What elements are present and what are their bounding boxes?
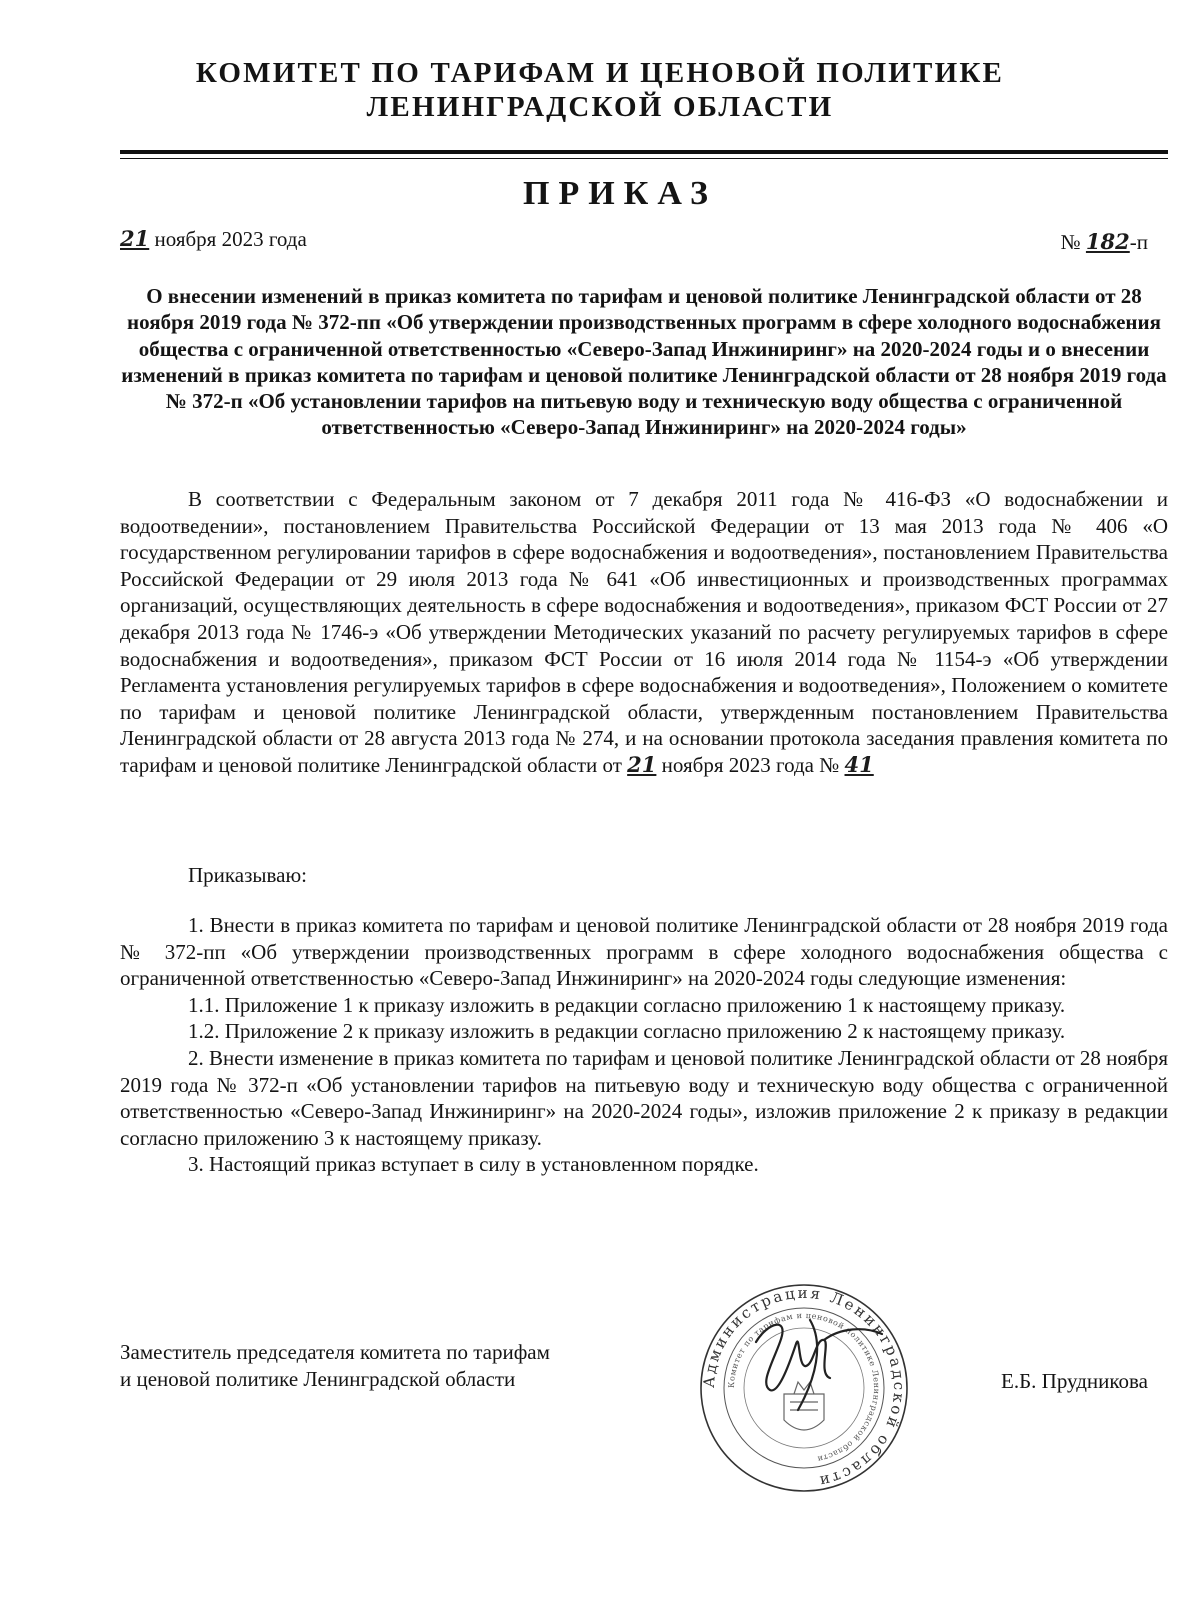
seal-outer-text: Администрация Ленинградской области <box>699 1283 909 1492</box>
document-subject: О внесении изменений в приказ комитета по тарифам и ценовой политике Ленинградской области от 28 ноября 2019 года № 372-пп «Об утверждении производственных программ в сфере холодного водоснабжения общества с ограниченной ответственностью «Северо-Запад Инжиниринг» на 2020-2024 годы и о внесении изменений в приказ комитета по тарифам и ценовой политике Ленинградской области от 28 ноября 2019 года № 372-п «Об установлении тарифов на питьевую воду и техническую воду общества с ограниченной ответственностью «Северо-Запад Инжиниринг» на 2020-2024 годы» <box>121 284 1167 440</box>
number-prefix: № <box>1060 230 1086 254</box>
document-date <box>120 226 307 252</box>
seal-inner-text: Комитет по тарифам и ценовой политике Ленинградской области <box>726 1310 882 1464</box>
document-number <box>1061 229 1148 255</box>
preamble-text: В соответствии с Федеральным законом от 7 декабря 2011 года № 416-ФЗ «О водоснабжении и водоотведении», постановлением Правительства Российской Федерации от 13 мая 2013 года № 406 «О государственном регулировании тарифов в сфере водоснабжения и водоотведения», постановлением Правительства Российской Федерации от 29 июля 2013 года № 641 «Об инвестиционных и производственных программах организаций, осуществляющих деятельность в сфере водоснабжения и водоотведения», приказом ФСТ России от 27 декабря 2013 года № 1746-э «Об утверждении Методических указаний по расчету регулируемых тарифов в сфере водоснабжения и водоотведения», приказом ФСТ России от 16 июля 2014 года № 1154-э «Об утверждении Регламента установления регулируемых тарифов в сфере водоснабжения и водоотведения», Положением о комитете по тарифам и ценовой политике Ленинградской области, утвержденным постановлением Правительства Ленинградской области от 28 августа 2013 года № 274, и на основании протокола заседания правления комитета по тарифам и ценовой политике Ленинградской области от <box>120 487 1168 777</box>
signatory-title-line1: Заместитель председателя комитета по тарифам <box>120 1340 550 1364</box>
order-item: 1.2. Приложение 2 к приказу изложить в редакции согласно приложению 2 к настоящему приказу. <box>188 1019 1066 1044</box>
document-type-title: ПРИКАЗ <box>523 175 717 212</box>
preamble-paragraph <box>120 486 1168 779</box>
handwritten-date-day: 21 <box>120 226 150 251</box>
handwritten-protocol-day: 21 <box>627 751 657 777</box>
signatory-title <box>120 1339 550 1392</box>
organization-name-line1: КОМИТЕТ ПО ТАРИФАМ И ЦЕНОВОЙ ПОЛИТИКЕ <box>195 57 1005 89</box>
official-seal-with-signature <box>698 1282 910 1494</box>
number-suffix: -п <box>1129 230 1148 254</box>
order-item: 2. Внести изменение в приказ комитета по тарифам и ценовой политике Ленинградской области от 28 ноября 2019 года № 372-п «Об установлении тарифов на питьевую воду и техническую воду общества с ограниченной ответственностью «Северо-Запад Инжиниринг» на 2020-2024 годы», изложив приложение 2 к приказу в редакции согласно приложению 3 к настоящему приказу. <box>120 1045 1168 1150</box>
header-rule-thick <box>120 150 1168 154</box>
date-text: ноября 2023 года <box>149 227 307 251</box>
order-word: Приказываю: <box>188 863 307 887</box>
order-item: 1.1. Приложение 1 к приказу изложить в редакции согласно приложению 1 к настоящему приказу. <box>188 992 1066 1017</box>
header-rule-thin <box>120 158 1168 159</box>
preamble-middle: ноября 2023 года № <box>656 752 845 777</box>
order-item: 1. Внести в приказ комитета по тарифам и ценовой политике Ленинградской области от 28 ноября 2019 года № 372-пп «Об утверждении производственных программ в сфере холодного водоснабжения общества с ограниченной ответственностью «Северо-Запад Инжиниринг» на 2020-2024 годы следующие изменения: <box>120 913 1168 991</box>
svg-text:Комитет по тарифам и ценовой п <box>727 1311 881 1464</box>
coat-of-arms-icon <box>784 1382 824 1430</box>
handwritten-protocol-number: 41 <box>844 751 874 777</box>
organization-name-line2: ЛЕНИНГРАДСКОЙ ОБЛАСТИ <box>366 91 834 123</box>
order-item: 3. Настоящий приказ вступает в силу в установленном порядке. <box>188 1152 759 1177</box>
preamble <box>120 486 1168 779</box>
signatory-name: Е.Б. Прудникова <box>1001 1369 1148 1393</box>
handwritten-document-number: 182 <box>1085 229 1130 254</box>
order-items <box>120 912 1168 1178</box>
organization-name <box>0 56 1200 124</box>
signatory-title-line2: и ценовой политике Ленинградской области <box>120 1366 516 1391</box>
